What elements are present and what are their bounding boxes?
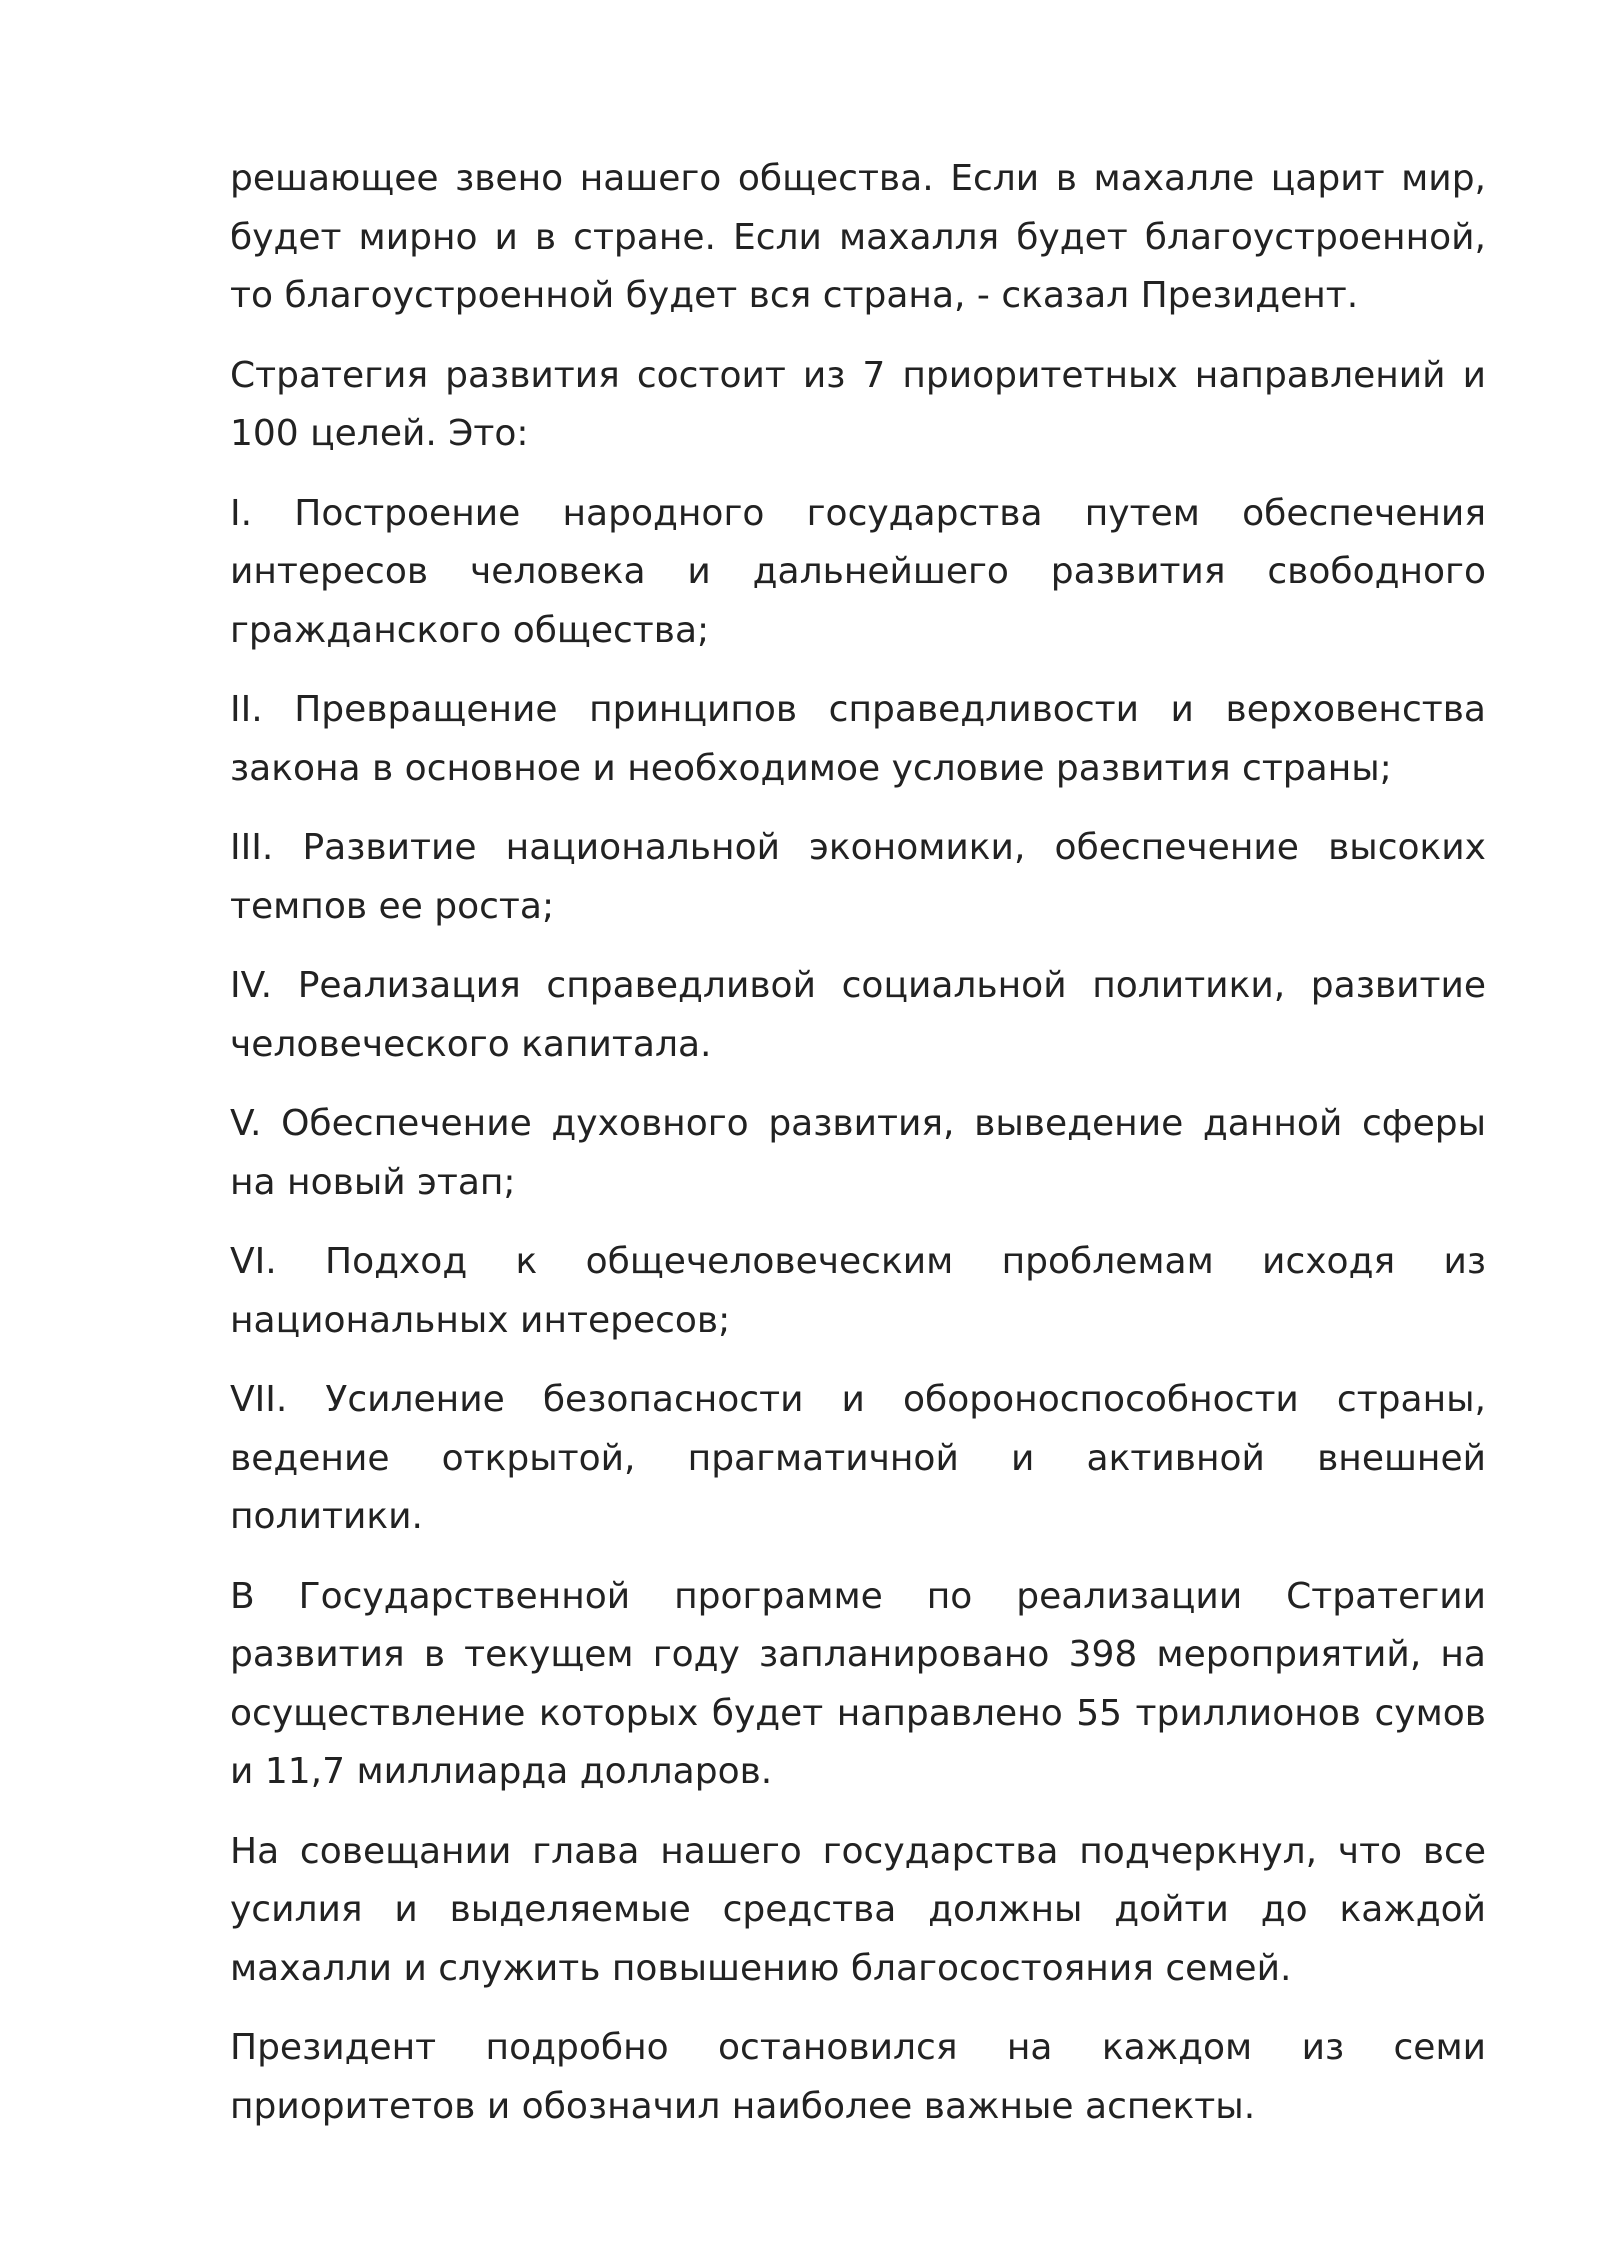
paragraph-meeting: На совещании глава нашего государства подчеркнул, что все усилия и выделяемые средства должны дойти до каждой махалли и служить повышению благосостояния семей. xyxy=(230,1830,1486,1989)
paragraph-strategy-intro: Стратегия развития состоит из 7 приоритетных направлений и 100 целей. Это: xyxy=(230,354,1486,454)
priority-item-1: I. Построение народного государства путем обеспечения интересов человека и дальнейшего развития свободного гражданского общества; xyxy=(230,492,1486,651)
priority-item-2: II. Превращение принципов справедливости и верховенства закона в основное и необходимое условие развития страны; xyxy=(230,689,1486,789)
paragraph-continuation: решающее звено нашего общества. Если в махалле царит мир, будет мирно и в стране. Если махалля будет благоустроенной, то благоустроенной будет вся страна, - сказал Президент. xyxy=(230,158,1486,316)
paragraph-state-program: В Государственной программе по реализации Стратегии развития в текущем году запланировано 398 мероприятий, на осуществление которых будет направлено 55 триллионов сумов и 11,7 миллиарда долларов. xyxy=(230,1575,1486,1792)
priority-item-6: VI. Подход к общечеловеческим проблемам исходя из национальных интересов; xyxy=(230,1241,1486,1341)
priority-item-3: III. Развитие национальной экономики, обеспечение высоких темпов ее роста; xyxy=(230,827,1486,927)
priority-item-4: IV. Реализация справедливой социальной политики, развитие человеческого капитала. xyxy=(230,965,1486,1065)
priority-item-5: V. Обеспечение духовного развития, выведение данной сферы на новый этап; xyxy=(230,1103,1486,1203)
priority-item-7: VII. Усиление безопасности и обороноспособности страны, ведение открытой, прагматичной и активной внешней политики. xyxy=(230,1379,1486,1537)
paragraph-conclusion: Президент подробно остановился на каждом из семи приоритетов и обозначил наиболее важные аспекты. xyxy=(230,2027,1486,2127)
document-body xyxy=(230,150,1486,2136)
